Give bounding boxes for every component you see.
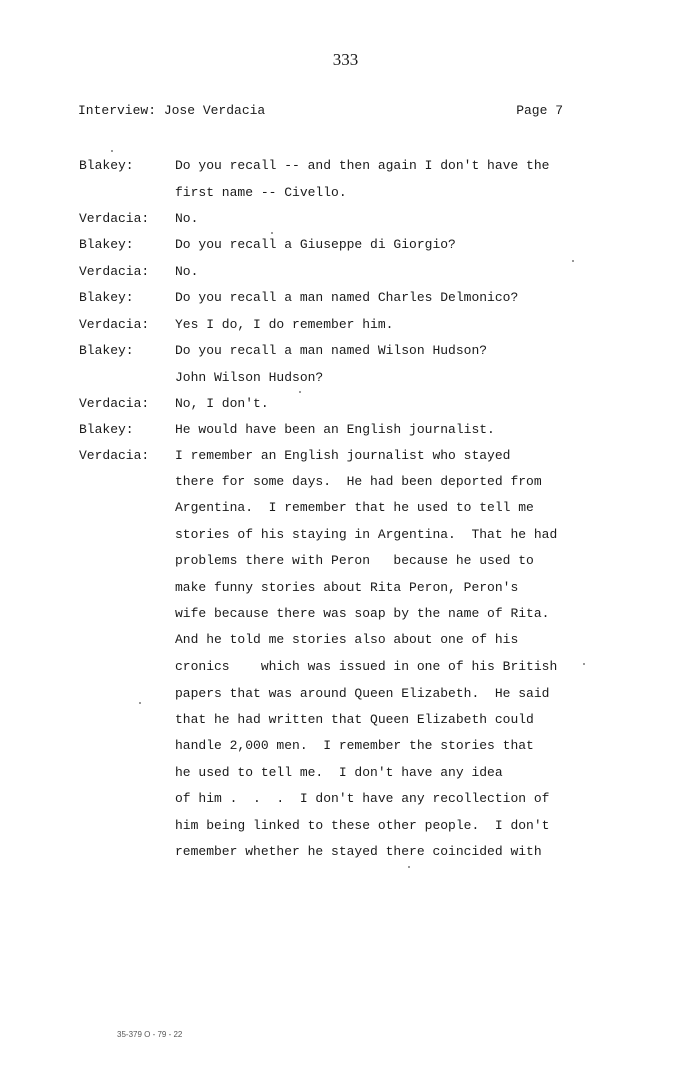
speaker-label: Blakey: xyxy=(79,237,134,252)
speaker-label: Blakey: xyxy=(79,343,134,358)
transcript-line: No. xyxy=(175,264,199,279)
speaker-label: Blakey: xyxy=(79,290,134,305)
speaker-label: Blakey: xyxy=(79,158,134,173)
transcript-line: make funny stories about Rita Peron, Peron's xyxy=(175,580,519,595)
footer-print-code: 35-379 O - 79 - 22 xyxy=(117,1030,183,1039)
speaker-label: Verdacia: xyxy=(79,396,150,411)
transcript-line: he used to tell me. I don't have any idea xyxy=(175,765,503,780)
transcript-line: Do you recall a Giuseppe di Giorgio? xyxy=(175,237,456,252)
speaker-label: Verdacia: xyxy=(79,317,150,332)
transcript-line: Argentina. I remember that he used to tell me xyxy=(175,500,534,515)
transcript-line: of him . . . I don't have any recollection of xyxy=(175,791,550,806)
scan-speck xyxy=(572,260,574,262)
transcript-line: John Wilson Hudson? xyxy=(175,370,324,385)
transcript-line: No. xyxy=(175,211,199,226)
interview-title: Interview: Jose Verdacia xyxy=(78,103,266,118)
transcript-line: handle 2,000 men. I remember the stories that xyxy=(175,738,534,753)
transcript-line: I remember an English journalist who stayed xyxy=(175,448,511,463)
transcript-line: wife because there was soap by the name of Rita. xyxy=(175,606,550,621)
scan-speck xyxy=(271,232,273,234)
transcript-line: first name -- Civello. xyxy=(175,185,347,200)
transcript-line: him being linked to these other people. I don't xyxy=(175,818,550,833)
transcript-line: that he had written that Queen Elizabeth could xyxy=(175,712,534,727)
page-number: 333 xyxy=(332,50,359,69)
transcript-line: problems there with Peron because he used to xyxy=(175,553,534,568)
speaker-label: Verdacia: xyxy=(79,448,150,463)
transcript-line: stories of his staying in Argentina. That he had xyxy=(175,527,558,542)
scan-speck xyxy=(299,391,301,393)
transcript-line: Yes I do, I do remember him. xyxy=(175,317,394,332)
scan-speck xyxy=(583,663,585,665)
transcript-line: Do you recall -- and then again I don't have the xyxy=(175,158,550,173)
transcript-line: No, I don't. xyxy=(175,396,269,411)
transcript-line: papers that was around Queen Elizabeth. He said xyxy=(175,686,550,701)
transcript-line: cronics which was issued in one of his British xyxy=(175,659,558,674)
transcript-line: there for some days. He had been deported from xyxy=(175,474,542,489)
speaker-label: Verdacia: xyxy=(79,264,150,279)
page-label: Page 7 xyxy=(516,103,563,118)
speaker-label: Verdacia: xyxy=(79,211,150,226)
scan-speck xyxy=(139,702,141,704)
scan-speck xyxy=(111,150,113,152)
transcript-line: Do you recall a man named Charles Delmonico? xyxy=(175,290,519,305)
speaker-label: Blakey: xyxy=(79,422,134,437)
transcript-line: remember whether he stayed there coincided with xyxy=(175,844,542,859)
transcript-line: And he told me stories also about one of his xyxy=(175,632,519,647)
header xyxy=(78,103,563,121)
transcript-line: Do you recall a man named Wilson Hudson? xyxy=(175,343,488,358)
transcript-line: He would have been an English journalist. xyxy=(175,422,495,437)
scan-speck xyxy=(408,866,410,868)
